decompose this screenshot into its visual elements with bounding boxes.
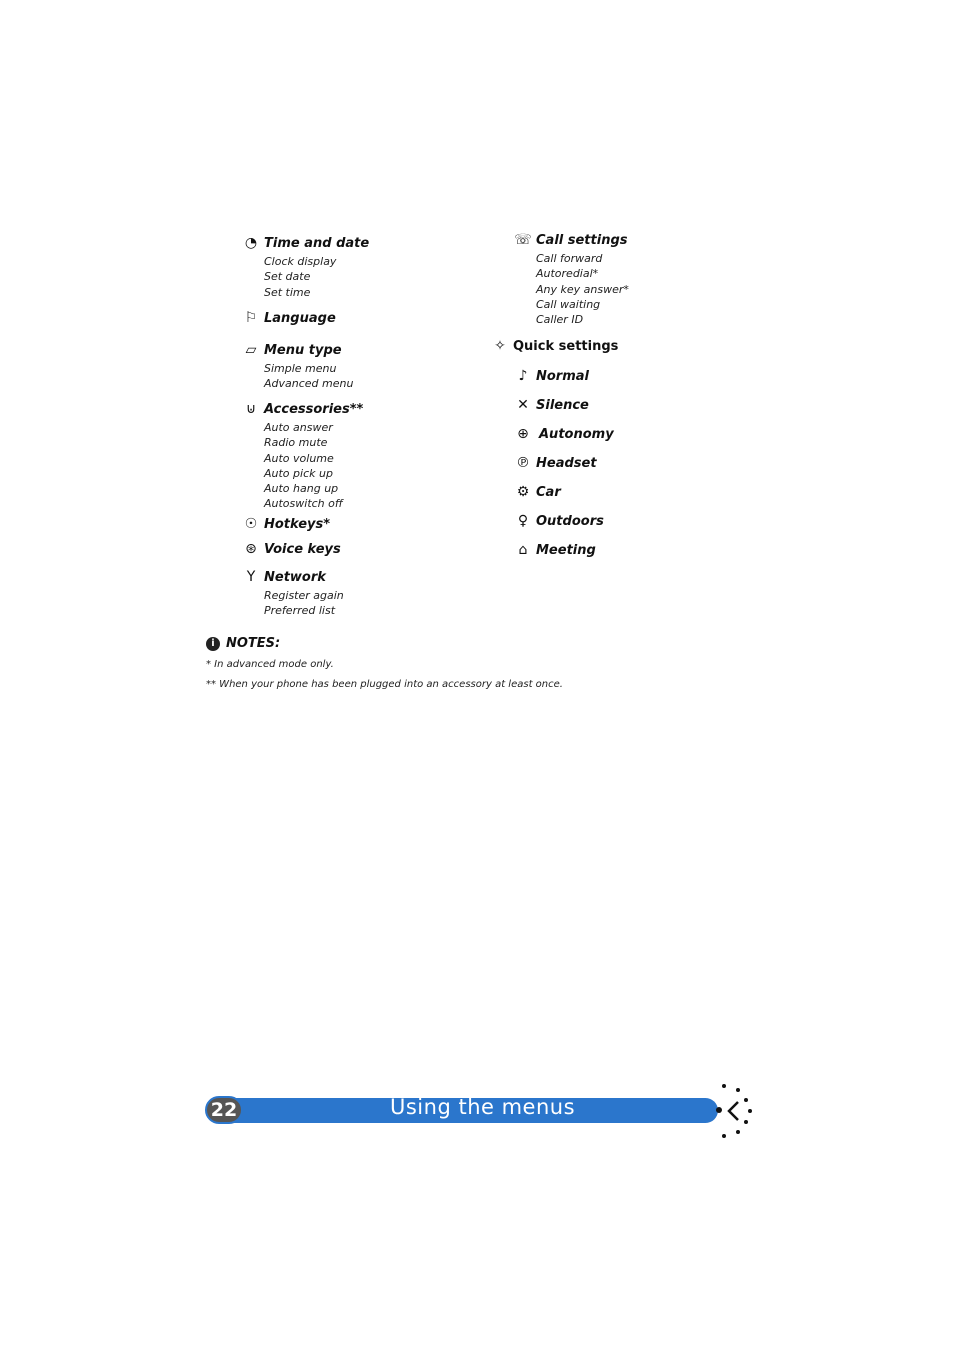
section-title: Call settings [536, 233, 628, 248]
profile-title: Normal [536, 369, 589, 384]
clock-phone-icon: ◔ [244, 235, 258, 251]
profile-title: Car [536, 485, 561, 500]
profile-meeting [514, 541, 596, 559]
profile-outdoors [514, 512, 604, 530]
section-title: Hotkeys* [264, 517, 331, 532]
section-title: Menu type [264, 343, 342, 358]
list-item: Call forward [536, 252, 603, 265]
profile-autonomy [514, 425, 614, 443]
profile-title: Meeting [536, 543, 596, 558]
section-time-and-date [242, 234, 369, 300]
page-number: 22 [205, 1096, 243, 1124]
list-item: Set time [264, 285, 311, 299]
antenna-icon: Y [246, 569, 256, 585]
list-item: Call waiting [536, 297, 601, 311]
section-call-settings [514, 231, 629, 327]
section-title: Language [264, 311, 336, 326]
profile-car [514, 483, 561, 501]
notes-title: NOTES: [226, 636, 281, 651]
section-menu-type [242, 341, 353, 392]
chapter-title: Using the menus [390, 1095, 576, 1119]
profile-silence [514, 396, 589, 414]
list-item: Caller ID [536, 313, 584, 327]
notes-block [206, 636, 280, 651]
section-voice-keys [242, 540, 341, 558]
section-language [242, 309, 336, 327]
profile-title: Outdoors [536, 514, 604, 529]
hotkey-icon: ☉ [244, 516, 258, 532]
list-item: Advanced menu [264, 377, 354, 391]
list-item: Any key answer* [536, 282, 629, 296]
info-icon: i [206, 637, 220, 651]
list-item: Auto pick up [264, 466, 333, 480]
note-line: ** When your phone has been plugged into an accessory at least once. [206, 679, 563, 690]
section-title: Voice keys [264, 542, 341, 557]
profile-headset [514, 454, 597, 472]
profile-title: Headset [536, 456, 597, 471]
list-item: Register again [264, 589, 344, 602]
profile-title: Silence [536, 398, 589, 413]
section-title: Accessories** [264, 402, 364, 417]
list-item: Simple menu [264, 362, 337, 375]
list-item: Auto answer [264, 421, 333, 434]
section-accessories [242, 400, 363, 512]
car-profile-icon: ⚙ [516, 484, 530, 500]
headset-profile-icon: ℗ [516, 455, 530, 471]
section-network [242, 568, 344, 619]
list-item: Radio mute [264, 436, 328, 450]
section-hotkeys [242, 515, 330, 533]
list-item: Clock display [264, 255, 337, 268]
normal-profile-icon: ♪ [518, 368, 528, 384]
list-item: Set date [264, 270, 311, 284]
profile-normal [514, 367, 589, 385]
quick-settings-icon: ✧ [494, 338, 506, 354]
list-item: Auto volume [264, 451, 334, 465]
list-item: Autoswitch off [264, 497, 343, 511]
list-item: Preferred list [264, 604, 336, 618]
list-item: Autoredial* [536, 267, 599, 281]
voice-key-icon: ⊛ [245, 541, 257, 557]
sparkle-logo-icon [712, 1080, 762, 1140]
section-quick-settings [491, 337, 618, 355]
meeting-profile-icon: ⌂ [518, 542, 528, 558]
list-item: Auto hang up [264, 482, 339, 496]
profile-title: Autonomy [539, 427, 614, 442]
silence-profile-icon: ✕ [517, 397, 529, 413]
section-title: Quick settings [513, 339, 619, 354]
autonomy-profile-icon: ⊕ [517, 426, 529, 442]
call-settings-icon: ☏ [514, 232, 532, 248]
outdoors-profile-icon: ♀ [517, 513, 529, 529]
section-title: Network [264, 570, 326, 585]
menu-card-icon: ▱ [245, 342, 257, 358]
accessory-clip-icon: ⊍ [245, 401, 257, 417]
flag-icon: ⚐ [244, 310, 258, 326]
note-line: * In advanced mode only. [206, 659, 334, 670]
section-title: Time and date [264, 236, 370, 251]
